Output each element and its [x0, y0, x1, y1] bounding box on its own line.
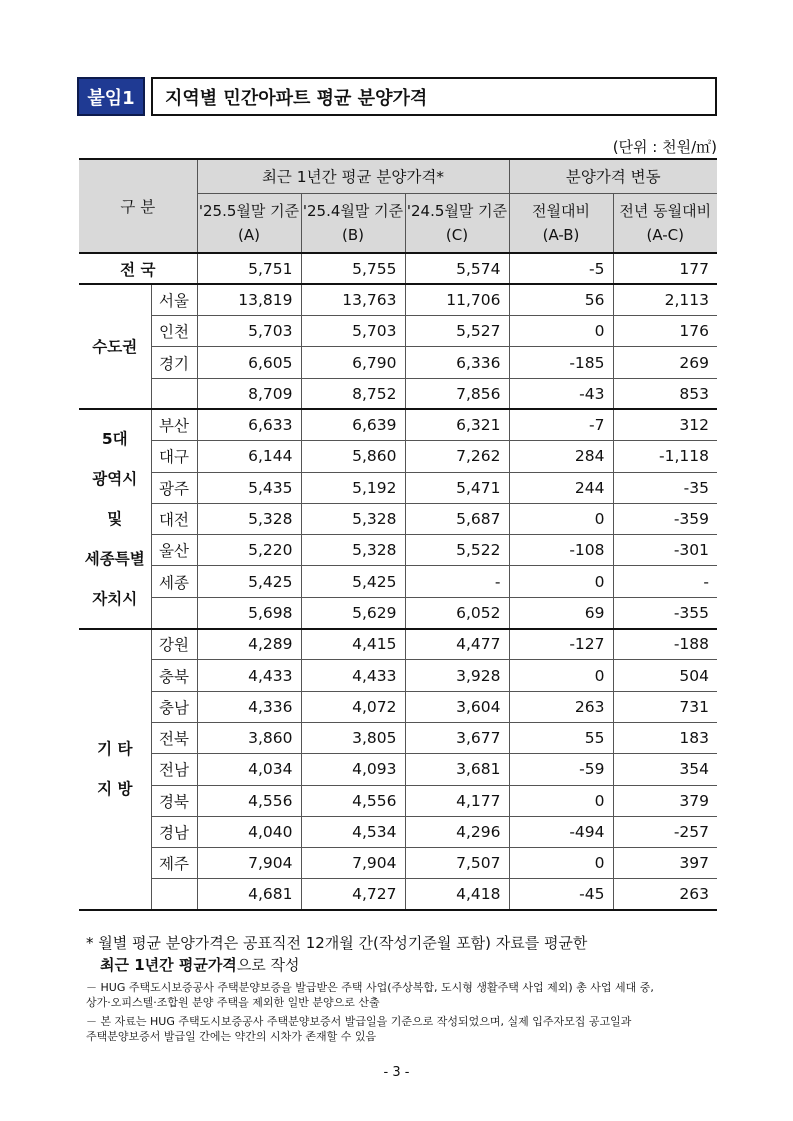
- region-name: 인천: [151, 316, 197, 347]
- unit-label: (단위 : 천원/㎡): [612, 138, 717, 156]
- value-cell: 5,751: [197, 253, 301, 284]
- value-cell: 3,805: [301, 722, 405, 753]
- value-cell: 4,415: [301, 629, 405, 660]
- value-cell: -108: [509, 535, 613, 566]
- value-cell: 3,928: [405, 660, 509, 691]
- table-row: [79, 284, 717, 315]
- table-row: [79, 347, 717, 378]
- value-cell: 55: [509, 722, 613, 753]
- value-cell: 11,706: [405, 284, 509, 315]
- value-cell: 5,435: [197, 472, 301, 503]
- value-cell: -355: [613, 597, 717, 628]
- value-cell: 5,703: [301, 316, 405, 347]
- value-cell: 4,534: [301, 816, 405, 847]
- region-name: 충남: [151, 691, 197, 722]
- value-cell: 4,556: [197, 785, 301, 816]
- header-col-3: [509, 193, 613, 253]
- page-title: 지역별 민간아파트 평균 분양가격: [151, 77, 717, 116]
- region-group-label: [79, 629, 151, 911]
- value-cell: 4,296: [405, 816, 509, 847]
- header-col-formula: (B): [342, 225, 364, 244]
- table-row: [79, 409, 717, 440]
- value-cell: -127: [509, 629, 613, 660]
- value-cell: 5,522: [405, 535, 509, 566]
- header-col-label: 전월대비: [532, 201, 590, 220]
- value-cell: 244: [509, 472, 613, 503]
- table-row: [79, 785, 717, 816]
- value-cell: 4,433: [301, 660, 405, 691]
- value-cell: 6,633: [197, 409, 301, 440]
- value-cell: -185: [509, 347, 613, 378]
- region-name: 경북: [151, 785, 197, 816]
- value-cell: 6,052: [405, 597, 509, 628]
- value-cell: 3,860: [197, 722, 301, 753]
- value-cell: 7,262: [405, 441, 509, 472]
- subtotal-label: [151, 879, 197, 910]
- table-row: [79, 441, 717, 472]
- value-cell: 263: [509, 691, 613, 722]
- value-cell: 4,093: [301, 754, 405, 785]
- value-cell: -301: [613, 535, 717, 566]
- header-col-formula: (C): [445, 225, 469, 244]
- region-group-label: [79, 284, 151, 409]
- table-row: [79, 754, 717, 785]
- footnote-dash-1-line2: 상가·오피스텔·조합원 분양 주택을 제외한 일반 분양으로 산출: [86, 996, 380, 1009]
- value-cell: 6,605: [197, 347, 301, 378]
- region-group-label-line: 세종특별: [84, 550, 145, 569]
- header-gubun: 구 분: [79, 159, 197, 253]
- value-cell: 504: [613, 660, 717, 691]
- value-cell: 2,113: [613, 284, 717, 315]
- value-cell: 0: [509, 316, 613, 347]
- footnote-dash-2: [86, 1014, 716, 1044]
- table-row: [79, 566, 717, 597]
- header-col-1: [301, 193, 405, 253]
- value-cell: -188: [613, 629, 717, 660]
- value-cell: 6,790: [301, 347, 405, 378]
- value-cell: 177: [613, 253, 717, 284]
- value-cell: 263: [613, 879, 717, 910]
- value-cell: 354: [613, 754, 717, 785]
- value-cell: 4,477: [405, 629, 509, 660]
- value-cell: 5,698: [197, 597, 301, 628]
- region-national: 전 국: [79, 253, 197, 284]
- table-row-subtotal: [79, 378, 717, 409]
- value-cell: 13,763: [301, 284, 405, 315]
- region-group-label-line: 자치시: [92, 590, 138, 609]
- value-cell: 5,687: [405, 503, 509, 534]
- region-group-label-line: 5대: [101, 430, 128, 449]
- value-cell: 5,328: [197, 503, 301, 534]
- value-cell: 0: [509, 848, 613, 879]
- region-name: 전남: [151, 754, 197, 785]
- value-cell: 5,328: [301, 503, 405, 534]
- page-number: - 3 -: [383, 1065, 410, 1080]
- header-group-avg: 최근 1년간 평균 분양가격*: [197, 159, 509, 193]
- value-cell: 4,289: [197, 629, 301, 660]
- value-cell: 4,034: [197, 754, 301, 785]
- value-cell: -359: [613, 503, 717, 534]
- header-col-formula: (A): [238, 225, 260, 244]
- value-cell: 7,904: [301, 848, 405, 879]
- header-col-formula: (A-B): [542, 225, 580, 244]
- region-group-label-line: 기 타: [97, 740, 133, 759]
- table-row: [79, 722, 717, 753]
- value-cell: 5,220: [197, 535, 301, 566]
- header-col-formula: (A-C): [646, 225, 685, 244]
- region-name: 세종: [151, 566, 197, 597]
- table-row-national: [79, 253, 717, 284]
- region-group-label: [79, 409, 151, 628]
- value-cell: -1,118: [613, 441, 717, 472]
- table-row: [79, 848, 717, 879]
- value-cell: 7,904: [197, 848, 301, 879]
- region-group-label-line: 지 방: [97, 780, 133, 799]
- table-row: [79, 816, 717, 847]
- footnote-dash-1: [86, 980, 716, 1010]
- value-cell: 3,677: [405, 722, 509, 753]
- header-col-label: '24.5월말 기준: [406, 201, 508, 220]
- table-row: [79, 691, 717, 722]
- value-cell: -7: [509, 409, 613, 440]
- value-cell: 731: [613, 691, 717, 722]
- value-cell: 5,574: [405, 253, 509, 284]
- region-name: 대구: [151, 441, 197, 472]
- footnote-bold-term: 최근 1년간 평균가격: [100, 956, 237, 974]
- value-cell: 5,425: [197, 566, 301, 597]
- table-row: [79, 316, 717, 347]
- table-row: [79, 535, 717, 566]
- value-cell: 7,507: [405, 848, 509, 879]
- value-cell: 853: [613, 378, 717, 409]
- value-cell: 6,321: [405, 409, 509, 440]
- appendix-badge: 붙임1: [77, 77, 145, 116]
- header-col-label: 전년 동월대비: [619, 201, 712, 220]
- region-name: 전북: [151, 722, 197, 753]
- table-row-subtotal: [79, 879, 717, 910]
- value-cell: -494: [509, 816, 613, 847]
- value-cell: 284: [509, 441, 613, 472]
- value-cell: 269: [613, 347, 717, 378]
- value-cell: 5,629: [301, 597, 405, 628]
- region-name: 강원: [151, 629, 197, 660]
- value-cell: 4,727: [301, 879, 405, 910]
- value-cell: 379: [613, 785, 717, 816]
- value-cell: 6,144: [197, 441, 301, 472]
- footnote-dash-2-line1: － 본 자료는 HUG 주택도시보증공사 주택분양보증서 발급일을 기준으로 작성되었으며, 실제 입주자모집 공고일과: [86, 1015, 632, 1028]
- header-col-2: [405, 193, 509, 253]
- footnote-star-line1: * 월별 평균 분양가격은 공표직전 12개월 간(작성기준월 포함) 자료를 평균한: [86, 934, 588, 952]
- footnote-dash-2-line2: 주택분양보증서 발급일 간에는 약간의 시차가 존재할 수 있음: [86, 1030, 377, 1043]
- value-cell: 0: [509, 785, 613, 816]
- header-col-label: '25.5월말 기준: [198, 201, 300, 220]
- region-name: 경기: [151, 347, 197, 378]
- value-cell: 3,681: [405, 754, 509, 785]
- value-cell: 4,336: [197, 691, 301, 722]
- value-cell: -5: [509, 253, 613, 284]
- region-name: 부산: [151, 409, 197, 440]
- value-cell: 5,860: [301, 441, 405, 472]
- value-cell: 0: [509, 566, 613, 597]
- footnote-star: [86, 932, 716, 976]
- value-cell: 0: [509, 660, 613, 691]
- table-row-subtotal: [79, 597, 717, 628]
- header-col-4: [613, 193, 717, 253]
- subtotal-label: [151, 597, 197, 628]
- value-cell: -43: [509, 378, 613, 409]
- value-cell: 4,418: [405, 879, 509, 910]
- value-cell: 7,856: [405, 378, 509, 409]
- region-name: 충북: [151, 660, 197, 691]
- title-block: [77, 77, 717, 116]
- region-group-label-line: 및: [107, 510, 123, 529]
- value-cell: 5,425: [301, 566, 405, 597]
- header-col-label: '25.4월말 기준: [302, 201, 404, 220]
- value-cell: -35: [613, 472, 717, 503]
- region-name: 울산: [151, 535, 197, 566]
- value-cell: 4,433: [197, 660, 301, 691]
- header-group-change: 분양가격 변동: [509, 159, 717, 193]
- value-cell: 4,177: [405, 785, 509, 816]
- value-cell: 56: [509, 284, 613, 315]
- value-cell: 6,639: [301, 409, 405, 440]
- value-cell: 69: [509, 597, 613, 628]
- value-cell: 5,703: [197, 316, 301, 347]
- region-name: 경남: [151, 816, 197, 847]
- footnote-dash-1-line1: － HUG 주택도시보증공사 주택분양보증을 발급받은 주택 사업(주상복합, 도시형 생활주택 사업 제외) 총 사업 세대 중,: [86, 981, 654, 994]
- table-row: [79, 629, 717, 660]
- value-cell: 312: [613, 409, 717, 440]
- value-cell: 397: [613, 848, 717, 879]
- footnote-star-line2: [86, 954, 716, 976]
- table-row: [79, 503, 717, 534]
- value-cell: 13,819: [197, 284, 301, 315]
- region-name: 서울: [151, 284, 197, 315]
- region-group-label-line: 수도권: [92, 337, 138, 356]
- value-cell: 5,755: [301, 253, 405, 284]
- value-cell: 8,752: [301, 378, 405, 409]
- value-cell: 0: [509, 503, 613, 534]
- footnote-star-rest: 으로 작성: [236, 956, 300, 974]
- value-cell: 5,471: [405, 472, 509, 503]
- price-table: [79, 158, 717, 911]
- value-cell: -257: [613, 816, 717, 847]
- value-cell: -45: [509, 879, 613, 910]
- value-cell: 5,328: [301, 535, 405, 566]
- value-cell: 4,072: [301, 691, 405, 722]
- value-cell: 183: [613, 722, 717, 753]
- value-cell: 3,604: [405, 691, 509, 722]
- region-group-label-line: 광역시: [92, 470, 138, 489]
- value-cell: 4,556: [301, 785, 405, 816]
- value-cell: 176: [613, 316, 717, 347]
- table-row: [79, 660, 717, 691]
- region-name: 광주: [151, 472, 197, 503]
- table-row: [79, 472, 717, 503]
- value-cell: 4,040: [197, 816, 301, 847]
- value-cell: 4,681: [197, 879, 301, 910]
- value-cell: -59: [509, 754, 613, 785]
- value-cell: -: [405, 566, 509, 597]
- value-cell: -: [613, 566, 717, 597]
- subtotal-label: [151, 378, 197, 409]
- region-name: 대전: [151, 503, 197, 534]
- footnotes: [86, 932, 716, 1044]
- value-cell: 5,527: [405, 316, 509, 347]
- value-cell: 5,192: [301, 472, 405, 503]
- value-cell: 6,336: [405, 347, 509, 378]
- value-cell: 8,709: [197, 378, 301, 409]
- region-name: 제주: [151, 848, 197, 879]
- header-col-0: [197, 193, 301, 253]
